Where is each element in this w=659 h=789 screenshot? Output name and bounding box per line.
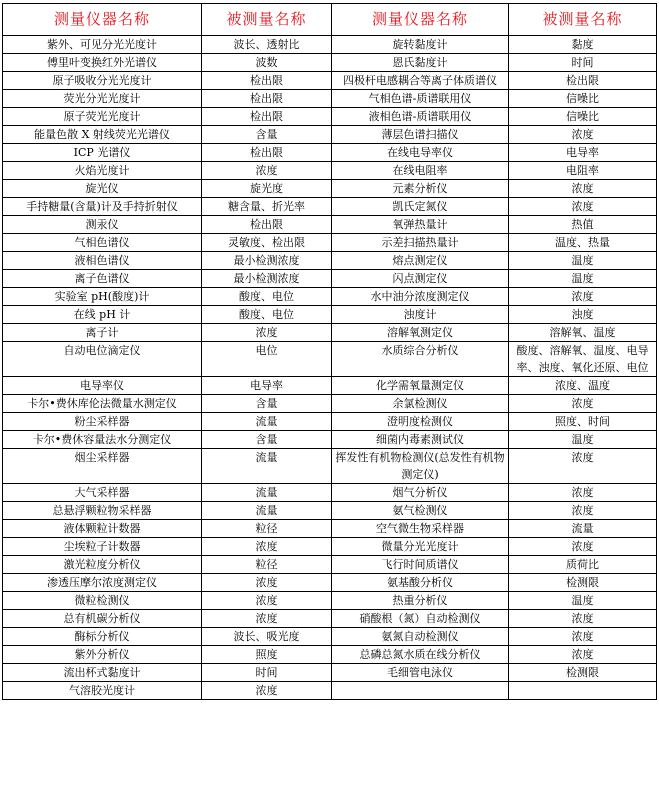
measurand-cell: 浓度: [509, 502, 657, 520]
table-row: [3, 144, 657, 162]
measurand-cell: 浓度: [509, 180, 657, 198]
measurand-cell: 浓度: [509, 288, 657, 306]
measurand-cell: 糖含量、折光率: [202, 198, 332, 216]
header-instrument-name-right: 测量仪器名称: [332, 4, 509, 36]
instrument-name-cell: 离子计: [3, 324, 202, 342]
instrument-name-cell: 流出杯式黏度计: [3, 664, 202, 682]
measurand-cell: 浓度: [509, 395, 657, 413]
measurand-cell: 含量: [202, 126, 332, 144]
table-row: [3, 234, 657, 252]
measurand-cell: [509, 682, 657, 700]
measurand-cell: 浓度: [202, 610, 332, 628]
instrument-name-cell: 熔点测定仪: [332, 252, 509, 270]
measurand-cell: 含量: [202, 395, 332, 413]
instrument-name-cell: 卡尔•费休库伦法微量水测定仪: [3, 395, 202, 413]
instrument-name-cell: 荧光分光光度计: [3, 90, 202, 108]
table-row: [3, 431, 657, 449]
instrument-name-cell: 粉尘采样器: [3, 413, 202, 431]
measurand-cell: 检出限: [202, 144, 332, 162]
measurand-cell: 热值: [509, 216, 657, 234]
instrument-name-cell: 酶标分析仪: [3, 628, 202, 646]
instrument-name-cell: 卡尔•费休容量法水分测定仪: [3, 431, 202, 449]
measurand-cell: 流量: [509, 520, 657, 538]
instrument-name-cell: 总磷总氮水质在线分析仪: [332, 646, 509, 664]
table-row: [3, 664, 657, 682]
instrument-name-cell: 恩氏黏度计: [332, 54, 509, 72]
instrument-name-cell: 浊度计: [332, 306, 509, 324]
measurand-cell: 最小检测浓度: [202, 252, 332, 270]
table-row: [3, 592, 657, 610]
measurand-cell: 浓度: [509, 484, 657, 502]
instrument-name-cell: 紫外分析仪: [3, 646, 202, 664]
instrument-name-cell: 紫外、可见分光光度计: [3, 36, 202, 54]
instrument-name-cell: 总有机碳分析仪: [3, 610, 202, 628]
instrument-name-cell: 电导率仪: [3, 377, 202, 395]
instrument-name-cell: 微粒检测仪: [3, 592, 202, 610]
instrument-name-cell: 硝酸根（氮）自动检测仪: [332, 610, 509, 628]
measurand-cell: 浊度: [509, 306, 657, 324]
measurand-cell: 检出限: [202, 72, 332, 90]
table-row: [3, 682, 657, 700]
measurand-cell: 浓度: [509, 646, 657, 664]
instrument-name-cell: [332, 682, 509, 700]
instrument-name-cell: 气溶胶光度计: [3, 682, 202, 700]
header-measurand-right: 被测量名称: [509, 4, 657, 36]
measurand-cell: 时间: [509, 54, 657, 72]
measurand-cell: 信噪比: [509, 90, 657, 108]
measurand-cell: 酸度、电位: [202, 288, 332, 306]
instrument-name-cell: 自动电位滴定仪: [3, 342, 202, 377]
measurand-cell: 温度、热量: [509, 234, 657, 252]
measurand-cell: 照度: [202, 646, 332, 664]
instrument-name-cell: 氨气检测仪: [332, 502, 509, 520]
instrument-name-cell: 毛细管电泳仪: [332, 664, 509, 682]
instrument-name-cell: 细菌内毒素测试仪: [332, 431, 509, 449]
instrument-name-cell: 原子吸收分光光度计: [3, 72, 202, 90]
table-row: [3, 90, 657, 108]
table-row: [3, 324, 657, 342]
table-row: [3, 54, 657, 72]
instrument-name-cell: 离子色谱仪: [3, 270, 202, 288]
table-row: [3, 574, 657, 592]
header-instrument-name-left: 测量仪器名称: [3, 4, 202, 36]
table-row: [3, 520, 657, 538]
instrument-name-cell: 氧弹热量计: [332, 216, 509, 234]
table-row: [3, 484, 657, 502]
table-row: [3, 72, 657, 90]
table-row: [3, 198, 657, 216]
measurand-cell: 质荷比: [509, 556, 657, 574]
table-row: [3, 556, 657, 574]
instrument-name-cell: 余氯检测仪: [332, 395, 509, 413]
instrument-name-cell: 液相色谱-质谱联用仪: [332, 108, 509, 126]
measurand-cell: 检出限: [202, 90, 332, 108]
measurand-cell: 检测限: [509, 664, 657, 682]
instrument-name-cell: 能量色散 X 射线荧光光谱仪: [3, 126, 202, 144]
instrument-name-cell: ICP 光谱仪: [3, 144, 202, 162]
instrument-name-cell: 测汞仪: [3, 216, 202, 234]
measurand-cell: 检测限: [509, 574, 657, 592]
measurand-cell: 流量: [202, 413, 332, 431]
header-measurand-left: 被测量名称: [202, 4, 332, 36]
instrument-name-cell: 示差扫描热量计: [332, 234, 509, 252]
measurand-cell: 流量: [202, 502, 332, 520]
instrument-table: [2, 3, 657, 700]
header-row: [3, 4, 657, 36]
instrument-name-cell: 旋光仪: [3, 180, 202, 198]
measurand-cell: 浓度: [202, 162, 332, 180]
table-row: [3, 377, 657, 395]
measurand-cell: 浓度: [509, 628, 657, 646]
instrument-name-cell: 液相色谱仪: [3, 252, 202, 270]
instrument-name-cell: 薄层色谱扫描仪: [332, 126, 509, 144]
measurand-cell: 灵敏度、检出限: [202, 234, 332, 252]
measurand-cell: 温度: [509, 270, 657, 288]
measurand-cell: 浓度: [202, 538, 332, 556]
table-row: [3, 646, 657, 664]
instrument-name-cell: 尘埃粒子计数器: [3, 538, 202, 556]
instrument-name-cell: 总悬浮颗粒物采样器: [3, 502, 202, 520]
measurand-cell: 浓度: [509, 198, 657, 216]
measurand-cell: 电导率: [202, 377, 332, 395]
table-row: [3, 162, 657, 180]
instrument-name-cell: 四极杆电感耦合等离子体质谱仪: [332, 72, 509, 90]
measurand-cell: 最小检测浓度: [202, 270, 332, 288]
table-row: [3, 216, 657, 234]
table-row: [3, 449, 657, 484]
table-row: [3, 413, 657, 431]
measurand-cell: 浓度: [509, 610, 657, 628]
measurand-cell: 检出限: [202, 216, 332, 234]
instrument-name-cell: 氨氮自动检测仪: [332, 628, 509, 646]
instrument-name-cell: 烟尘采样器: [3, 449, 202, 484]
instrument-name-cell: 飞行时间质谱仪: [332, 556, 509, 574]
table-row: [3, 180, 657, 198]
instrument-name-cell: 火焰光度计: [3, 162, 202, 180]
instrument-name-cell: 化学需氧量测定仪: [332, 377, 509, 395]
measurand-cell: 浓度: [509, 126, 657, 144]
instrument-name-cell: 微量分光光度计: [332, 538, 509, 556]
measurand-cell: 浓度: [202, 592, 332, 610]
instrument-name-cell: 大气采样器: [3, 484, 202, 502]
instrument-name-cell: 液体颗粒计数器: [3, 520, 202, 538]
instrument-name-cell: 空气微生物采样器: [332, 520, 509, 538]
measurand-cell: 酸度、溶解氧、温度、电导率、浊度、氧化还原、电位: [509, 342, 657, 377]
measurand-cell: 黏度: [509, 36, 657, 54]
table-row: [3, 270, 657, 288]
measurand-cell: 浓度: [509, 449, 657, 484]
measurand-cell: 酸度、电位: [202, 306, 332, 324]
measurand-cell: 时间: [202, 664, 332, 682]
measurand-cell: 波数: [202, 54, 332, 72]
measurand-cell: 含量: [202, 431, 332, 449]
instrument-name-cell: 澄明度检测仪: [332, 413, 509, 431]
measurand-cell: 浓度: [202, 324, 332, 342]
measurand-cell: 浓度: [509, 538, 657, 556]
instrument-name-cell: 水中油分浓度测定仪: [332, 288, 509, 306]
instrument-name-cell: 傅里叶变换红外光谱仪: [3, 54, 202, 72]
measurand-cell: 波长、透射比: [202, 36, 332, 54]
instrument-name-cell: 溶解氧测定仪: [332, 324, 509, 342]
measurand-cell: 照度、时间: [509, 413, 657, 431]
instrument-name-cell: 元素分析仪: [332, 180, 509, 198]
instrument-name-cell: 激光粒度分析仪: [3, 556, 202, 574]
measurand-cell: 电导率: [509, 144, 657, 162]
table-row: [3, 610, 657, 628]
measurand-cell: 溶解氧、温度: [509, 324, 657, 342]
measurand-cell: 流量: [202, 449, 332, 484]
table-row: [3, 288, 657, 306]
instrument-name-cell: 在线电导率仪: [332, 144, 509, 162]
instrument-name-cell: 水质综合分析仪: [332, 342, 509, 377]
table-row: [3, 36, 657, 54]
instrument-name-cell: 气相色谱仪: [3, 234, 202, 252]
table-row: [3, 108, 657, 126]
measurand-cell: 检出限: [509, 72, 657, 90]
table-row: [3, 395, 657, 413]
measurand-cell: 流量: [202, 484, 332, 502]
instrument-name-cell: 旋转黏度计: [332, 36, 509, 54]
instrument-name-cell: 实验室 pH(酸度)计: [3, 288, 202, 306]
measurand-cell: 旋光度: [202, 180, 332, 198]
instrument-name-cell: 烟气分析仪: [332, 484, 509, 502]
instrument-name-cell: 原子荧光光度计: [3, 108, 202, 126]
instrument-name-cell: 闪点测定仪: [332, 270, 509, 288]
measurand-cell: 浓度、温度: [509, 377, 657, 395]
table-row: [3, 538, 657, 556]
instrument-name-cell: 氨基酸分析仪: [332, 574, 509, 592]
measurand-cell: 电阻率: [509, 162, 657, 180]
instrument-name-cell: 凯氏定氮仪: [332, 198, 509, 216]
table-row: [3, 342, 657, 377]
measurand-cell: 温度: [509, 252, 657, 270]
measurand-cell: 浓度: [202, 682, 332, 700]
instrument-name-cell: 在线电阻率: [332, 162, 509, 180]
instrument-name-cell: 热重分析仪: [332, 592, 509, 610]
measurand-cell: 电位: [202, 342, 332, 377]
measurand-cell: 温度: [509, 592, 657, 610]
instrument-name-cell: 在线 pH 计: [3, 306, 202, 324]
measurand-cell: 粒径: [202, 556, 332, 574]
instrument-name-cell: 气相色谱-质谱联用仪: [332, 90, 509, 108]
table-row: [3, 502, 657, 520]
measurand-cell: 检出限: [202, 108, 332, 126]
instrument-name-cell: 渗透压摩尔浓度测定仪: [3, 574, 202, 592]
measurand-cell: 波长、吸光度: [202, 628, 332, 646]
measurand-cell: 粒径: [202, 520, 332, 538]
measurand-cell: 信噪比: [509, 108, 657, 126]
table-row: [3, 628, 657, 646]
table-row: [3, 252, 657, 270]
instrument-name-cell: 手持糖量(含量)计及手持折射仪: [3, 198, 202, 216]
measurand-cell: 温度: [509, 431, 657, 449]
table-row: [3, 126, 657, 144]
table-body: [3, 36, 657, 700]
table-row: [3, 306, 657, 324]
measurand-cell: 浓度: [202, 574, 332, 592]
instrument-name-cell: 挥发性有机物检测仪(总发性有机物测定仪): [332, 449, 509, 484]
